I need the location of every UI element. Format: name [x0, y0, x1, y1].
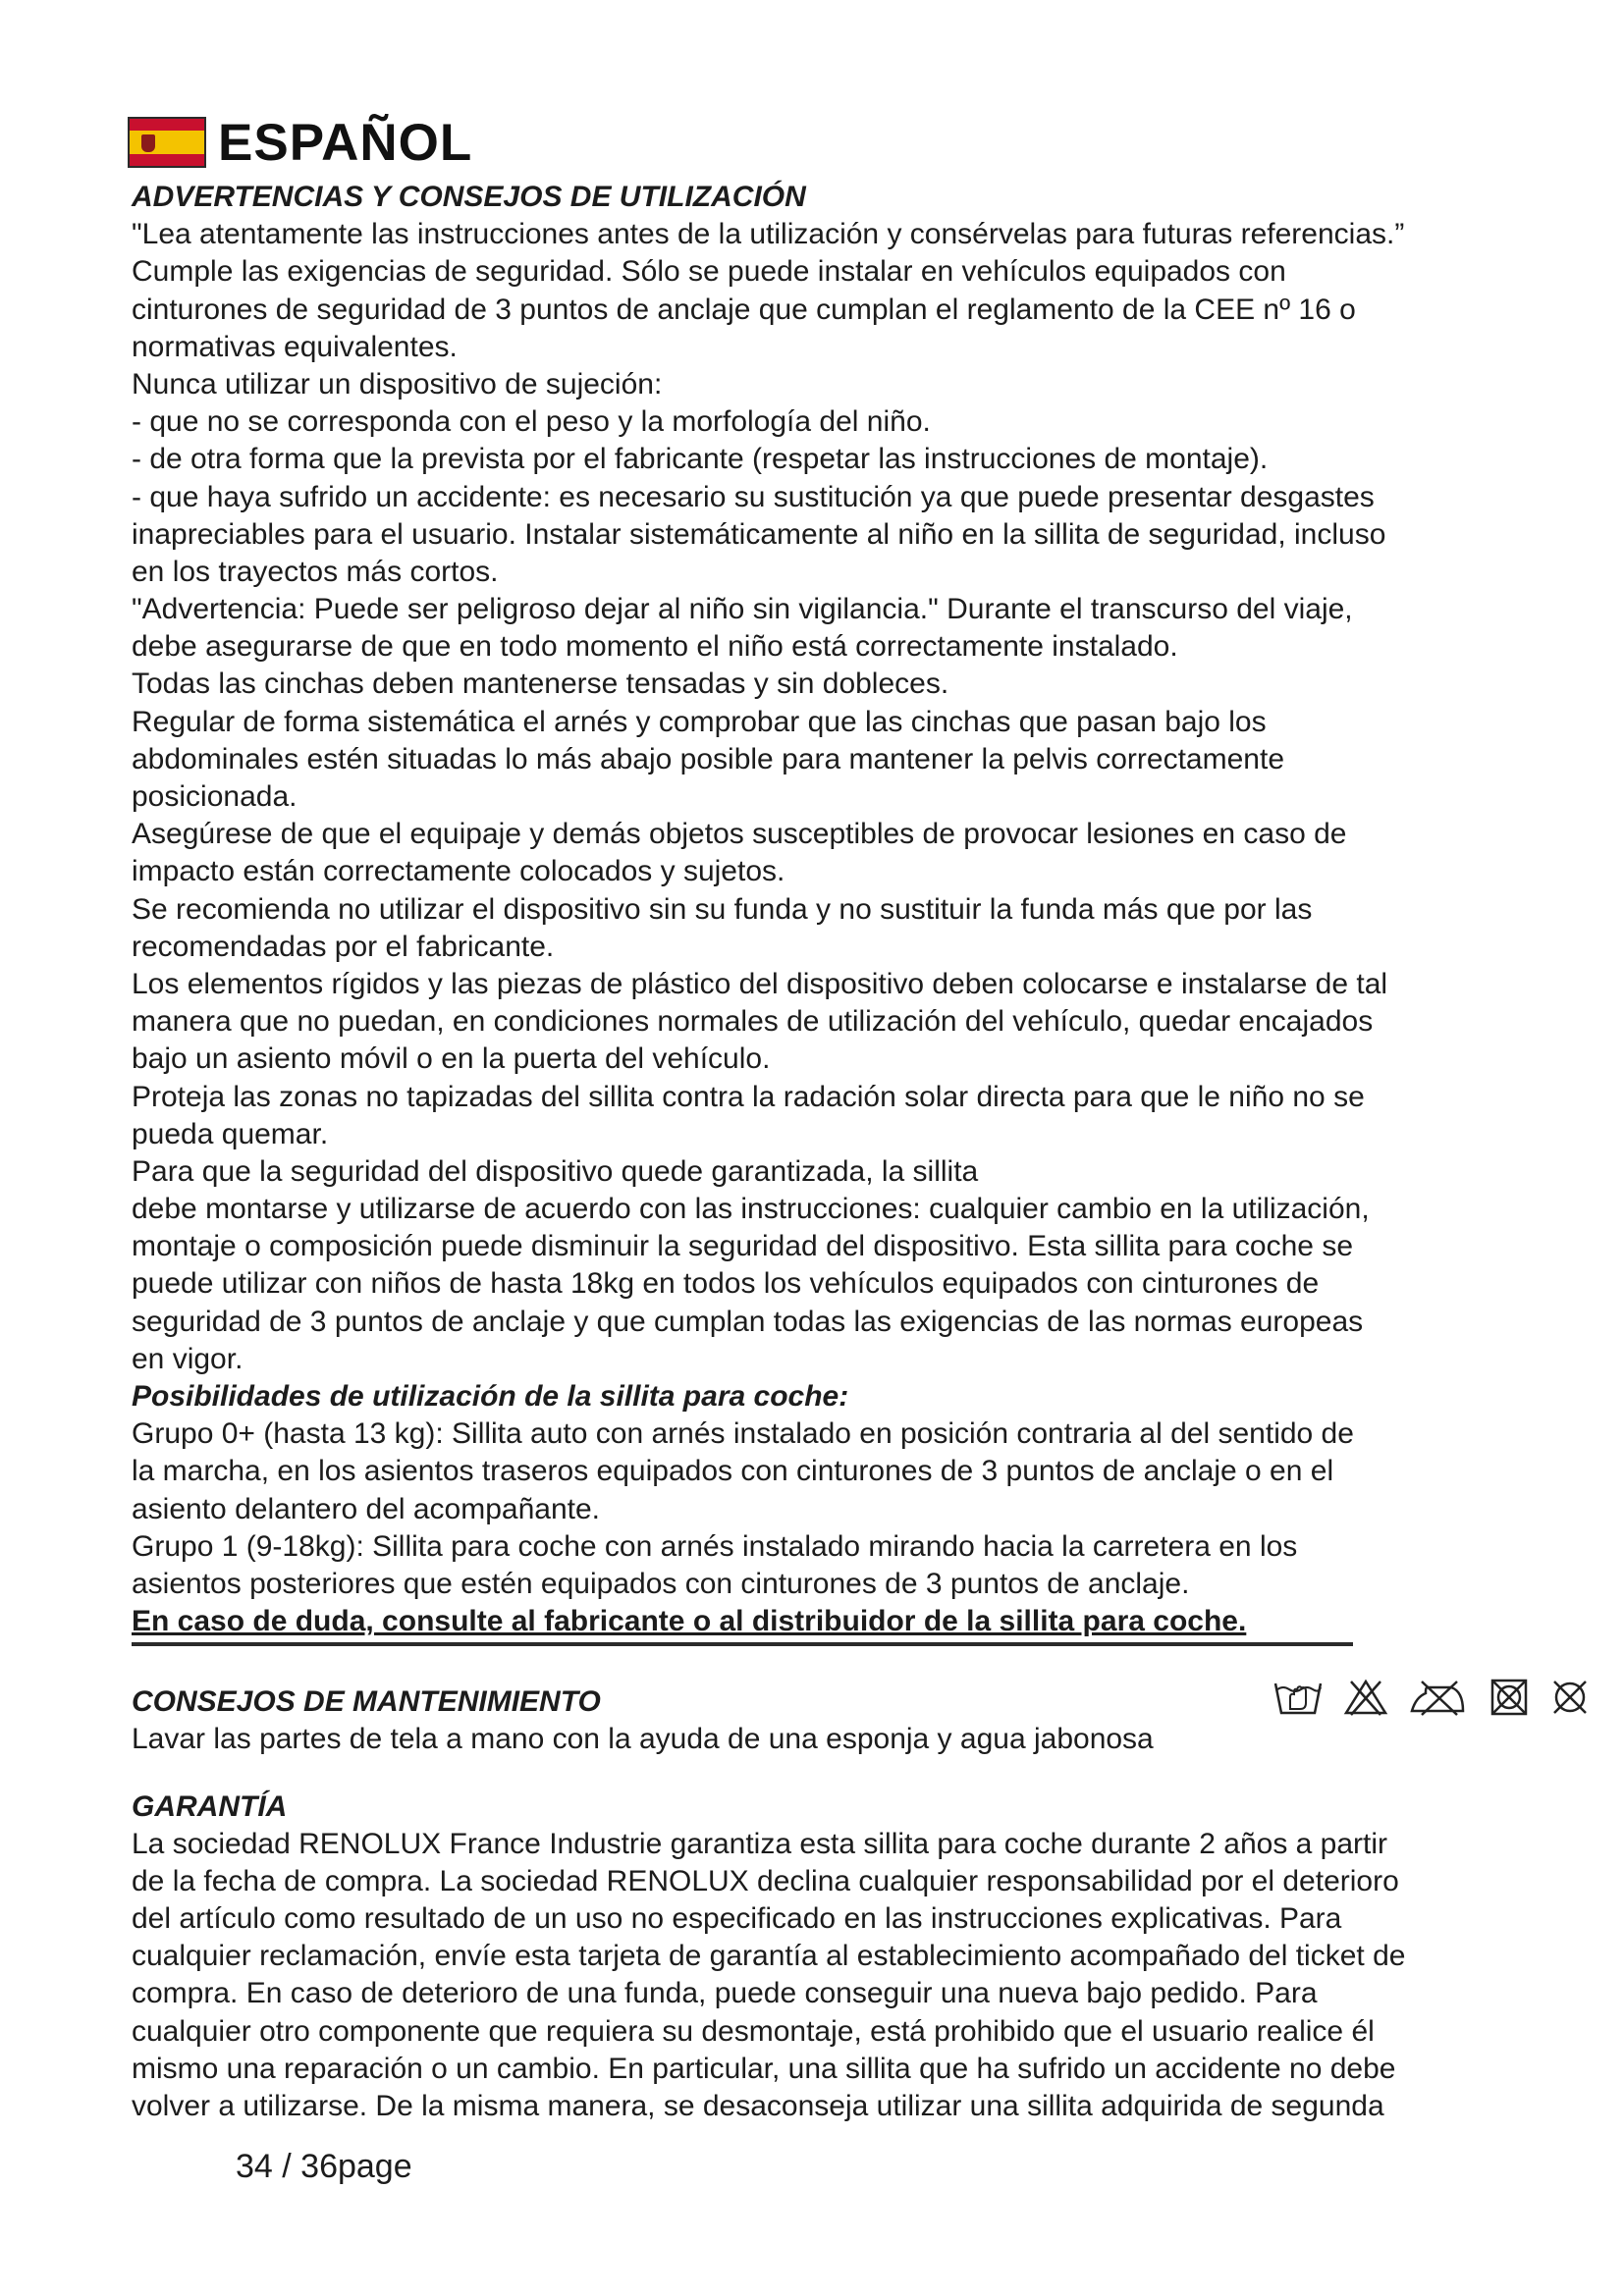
text-line: cualquier otro componente que requiera su desmontaje, está prohibido que el usuario realice él — [132, 2014, 1375, 2048]
usage-body — [132, 1415, 1526, 1603]
warranty-heading: GARANTÍA — [132, 1789, 288, 1823]
language-title: ESPAÑOL — [218, 113, 473, 172]
text-line: montaje o composición puede disminuir la seguridad del dispositivo. Esta sillita para coche se — [132, 1230, 1354, 1263]
no-bleach-icon — [1343, 1678, 1388, 1717]
text-line: Para que la seguridad del dispositivo quede garantizada, la sillita — [132, 1154, 979, 1188]
usage-heading: Posibilidades de utilización de la sillita para coche: — [132, 1380, 849, 1414]
text-line: cinturones de seguridad de 3 puntos de anclaje que cumplan el reglamento de la CEE nº 16 o — [132, 293, 1356, 326]
dealer-notice: En caso de duda, consulte al fabricante o al distribuidor de la sillita para coche. — [132, 1605, 1247, 1638]
text-line: puede utilizar con niños de hasta 18kg en todos los vehículos equipados con cinturones de — [132, 1267, 1320, 1301]
text-line: normativas equivalentes. — [132, 330, 458, 363]
text-line: debe montarse y utilizarse de acuerdo con las instrucciones: cualquier cambio en la utilización, — [132, 1193, 1370, 1226]
text-line: "Lea atentamente las instrucciones antes de la utilización y consérvelas para futuras referencias.” — [132, 218, 1405, 251]
text-line: pueda quemar. — [132, 1117, 329, 1150]
language-header — [128, 108, 472, 177]
text-line: Regular de forma sistemática el arnés y comprobar que las cinchas que pasan bajo los — [132, 705, 1267, 738]
text-line: Nunca utilizar un dispositivo de sujeción: — [132, 367, 663, 400]
no-tumble-dry-icon — [1489, 1678, 1530, 1717]
text-line: del artículo como resultado de un uso no especificado en las instrucciones explicativas. Para — [132, 1902, 1342, 1936]
text-line: impacto están correctamente colocados y sujetos. — [132, 855, 785, 888]
no-dry-clean-icon — [1549, 1678, 1591, 1717]
text-line: Todas las cinchas deben mantenerse tensadas y sin dobleces. — [132, 667, 949, 701]
warranty-body — [132, 1826, 1526, 2126]
page-number: 34 / 36page — [236, 2148, 412, 2185]
text-line: recomendadas por el fabricante. — [132, 930, 555, 963]
text-line: Grupo 0+ (hasta 13 kg): Sillita auto con arnés instalado en posición contraria al del sentido de — [132, 1417, 1354, 1451]
divider — [132, 1642, 1353, 1646]
text-line: volver a utilizarse. De la misma manera, se desaconseja utilizar una sillita adquirida de segunda — [132, 2090, 1384, 2123]
text-line: en los trayectos más cortos. — [132, 555, 499, 588]
care-symbols — [1272, 1678, 1591, 1721]
text-line: debe asegurarse de que en todo momento el niño está correctamente instalado. — [132, 630, 1178, 664]
text-line: asiento delantero del acompañante. — [132, 1492, 601, 1525]
text-line: cualquier reclamación, envíe esta tarjeta de garantía al establecimiento acompañado del ticket de — [132, 1940, 1406, 1973]
text-line: bajo un asiento móvil o en la puerta del vehículo. — [132, 1042, 771, 1076]
text-line: Se recomienda no utilizar el dispositivo sin su funda y no sustituir la funda más que por las — [132, 892, 1313, 926]
text-line: Asegúrese de que el equipaje y demás objetos susceptibles de provocar lesiones en caso de — [132, 818, 1347, 851]
text-line: mismo una reparación o un cambio. En particular, una sillita que ha sufrido un accidente no debe — [132, 2052, 1396, 2085]
text-line: en vigor. — [132, 1342, 244, 1375]
hand-wash-icon — [1272, 1678, 1324, 1717]
warnings-heading: ADVERTENCIAS Y CONSEJOS DE UTILIZACIÓN — [132, 181, 806, 213]
content — [132, 179, 1526, 2125]
text-line: asientos posteriores que estén equipados con cinturones de 3 puntos de anclaje. — [132, 1567, 1190, 1600]
text-line: de la fecha de compra. La sociedad RENOLUX declina cualquier responsabilidad por el deterioro — [132, 1864, 1399, 1897]
text-line: Proteja las zonas no tapizadas del sillita contra la radación solar directa para que le niño no se — [132, 1080, 1365, 1113]
text-line: posicionada. — [132, 780, 298, 814]
maintenance-body — [132, 1721, 1526, 1758]
text-line: Los elementos rígidos y las piezas de plástico del dispositivo deben colocarse e instalarse de tal — [132, 967, 1388, 1000]
maintenance-heading: CONSEJOS DE MANTENIMIENTO — [132, 1685, 601, 1719]
warnings-body — [132, 216, 1526, 1378]
text-line: - que no se corresponda con el peso y la morfología del niño. — [132, 405, 931, 439]
text-line: "Advertencia: Puede ser peligroso dejar al niño sin vigilancia." Durante el transcurso del viaje, — [132, 593, 1353, 626]
text-line: manera que no puedan, en condiciones normales de utilización del vehículo, quedar encajados — [132, 1005, 1374, 1039]
maintenance-text: Lavar las partes de tela a mano con la ayuda de una esponja y agua jabonosa — [132, 1723, 1154, 1756]
maintenance-header — [132, 1678, 1526, 1721]
text-line: - de otra forma que la prevista por el fabricante (respetar las instrucciones de montaje). — [132, 443, 1269, 476]
no-iron-icon — [1408, 1678, 1469, 1717]
text-line: compra. En caso de deterioro de una funda, puede conseguir una nueva bajo pedido. Para — [132, 1977, 1318, 2010]
text-line: inapreciables para el usuario. Instalar sistemáticamente al niño en la sillita de seguridad, incluso — [132, 517, 1386, 551]
text-line: - que haya sufrido un accidente: es necesario su sustitución ya que puede presentar desgastes — [132, 480, 1375, 513]
spain-flag-icon — [128, 117, 206, 168]
text-line: Grupo 1 (9-18kg): Sillita para coche con arnés instalado mirando hacia la carretera en los — [132, 1529, 1298, 1563]
text-line: abdominales estén situadas lo más abajo posible para mantener la pelvis correctamente — [132, 742, 1284, 775]
text-line: la marcha, en los asientos traseros equipados con cinturones de 3 puntos de anclaje o en el — [132, 1455, 1334, 1488]
text-line: seguridad de 3 puntos de anclaje y que cumplan todas las exigencias de las normas europeas — [132, 1305, 1364, 1338]
text-line: La sociedad RENOLUX France Industrie garantiza esta sillita para coche durante 2 años a partir — [132, 1827, 1388, 1860]
text-line: Cumple las exigencias de seguridad. Sólo se puede instalar en vehículos equipados con — [132, 255, 1286, 289]
